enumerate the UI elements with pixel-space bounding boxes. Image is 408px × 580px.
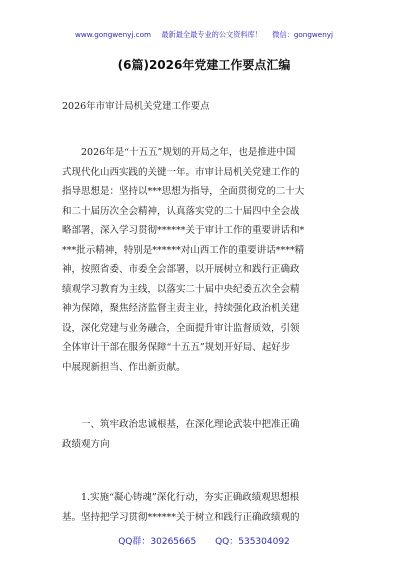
paragraph-line: 和二十届历次全会精神，认真落实党的二十届四中全会战 bbox=[62, 205, 300, 217]
header-slogan: 最新最全最专业的公文资料库！ bbox=[161, 30, 262, 39]
paragraph-intro bbox=[62, 143, 352, 377]
footer-qq: QQ：535304092 bbox=[215, 537, 290, 547]
paragraph-line: 中展现新担当、作出新贡献。 bbox=[62, 361, 186, 373]
paragraph-line: 神为保障，聚焦经济监督主责主业，持续强化政治机关建 bbox=[62, 303, 300, 314]
document-subtitle: 2026年市审计局机关党建工作要点 bbox=[62, 101, 210, 112]
paragraph-line: 略部署，深入学习贯彻******关于审计工作的重要讲话和* bbox=[62, 225, 305, 236]
header-wechat: 微信：gongwenyj bbox=[272, 30, 334, 39]
section-heading-1 bbox=[62, 415, 352, 454]
paragraph-line: 设，深化党建与业务融合，全面提升审计监督质效，引领 bbox=[62, 322, 300, 334]
item-1 bbox=[62, 488, 352, 527]
page-header bbox=[0, 30, 408, 40]
item-line: 1.实施“凝心铸魂”深化行动，夯实正确政绩观思想根 bbox=[81, 492, 300, 503]
paragraph-line: 2026年是“十五五”规划的开局之年，也是推进中国 bbox=[81, 147, 296, 158]
item-line: 基。坚持把学习贯彻******关于树立和践行正确政绩观的 bbox=[62, 511, 300, 523]
footer-qq-group: QQ群：30265665 bbox=[118, 537, 197, 547]
header-site-link[interactable]: www.gongwenyj.com bbox=[74, 30, 152, 39]
paragraph-line: 绩观学习教育为主线，以落实二十届中央纪委五次全会精 bbox=[62, 283, 300, 295]
document-title: (6篇)2026年党建工作要点汇编 bbox=[117, 58, 291, 72]
page-footer bbox=[0, 534, 408, 547]
section-line: 政绩观方向 bbox=[62, 438, 110, 450]
paragraph-line: 式现代化山西实践的关键一年。市审计局机关党建工作的 bbox=[62, 166, 300, 178]
paragraph-line: 全体审计干部在服务保障“十五五”规划开好局、起好步 bbox=[62, 342, 291, 353]
paragraph-line: 指导思想是：坚持以***思想为指导，全面贯彻党的二十大 bbox=[62, 186, 305, 197]
section-line: 一、筑牢政治忠诚根基，在深化理论武装中把准正确 bbox=[81, 419, 300, 430]
paragraph-line: ***批示精神，特别是******对山西工作的重要讲话****精 bbox=[62, 244, 305, 256]
paragraph-line: 神，按照省委、市委全会部署，以开展树立和践行正确政 bbox=[62, 264, 300, 275]
